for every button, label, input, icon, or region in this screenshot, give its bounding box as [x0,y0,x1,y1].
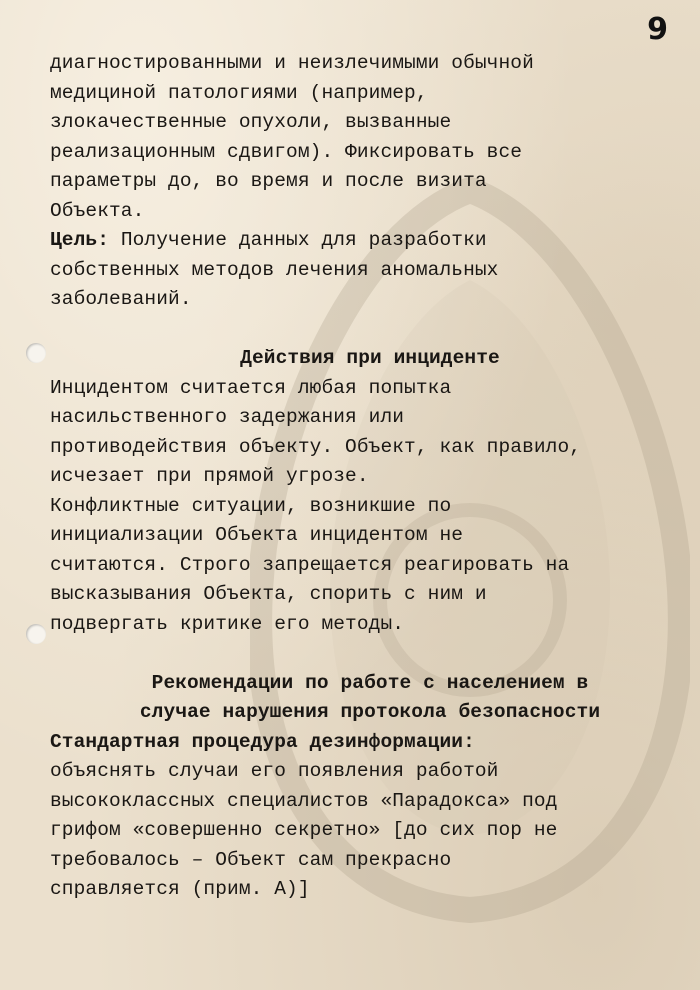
text-line: противодействия объекту. Объект, как правило, [50,435,582,458]
text-line: медициной патологиями (например, [50,81,428,104]
text-line: злокачественные опухоли, вызванные [50,111,452,133]
text-line: реализационным сдвигом). Фиксировать все [50,140,523,163]
recommendations-heading-line2: случае нарушения протокола безопасности [139,701,601,723]
spacer [50,639,690,669]
recommendations-heading-line1: Рекомендации по работе с населением в [151,671,589,694]
goal-text: Получение данных для разработки [109,229,487,251]
incident-heading: Действия при инциденте [240,347,500,369]
text-line: объяснять случаи его появления работой [50,760,499,782]
page-number: 9 [647,12,668,47]
text-line: грифом «совершенно секретно» [до сих пор не [50,819,558,841]
text-line: диагностированными и неизлечимыми обычной [50,52,534,74]
section-recommendations [50,669,690,905]
text-line: высококлассных специалистов «Парадокса» под [50,789,558,812]
text-line: собственных методов лечения аномальных [50,258,499,281]
text-line: справляется (прим. А)] [50,878,310,900]
text-line: заболеваний. [50,288,192,310]
disinformation-subheading: Стандартная процедура дезинформации: [50,730,475,753]
text-line: параметры до, во время и после визита [50,170,487,192]
text-line: насильственного задержания или [50,406,405,428]
text-line: подвергать критике его методы. [50,612,405,635]
text-line: требовалось – Объект сам прекрасно [50,848,452,871]
goal-line [50,226,690,256]
text-line: инициализации Объекта инцидентом не [50,524,464,546]
punch-hole-top [26,343,46,363]
goal-label: Цель: [50,229,110,251]
text-line: Конфликтные ситуации, возникшие по [50,494,452,517]
spacer [50,315,690,345]
punch-hole-bottom [26,624,46,644]
text-line: Объекта. [50,199,145,222]
paragraph-goal [50,226,690,315]
text-line: исчезает при прямой угрозе. [50,465,369,487]
text-line: высказывания Объекта, спорить с ним и [50,583,487,605]
section-incident [50,344,690,639]
document-text [50,49,690,905]
paragraph-intro [50,49,690,226]
text-line: считаются. Строго запрещается реагировать на [50,553,570,576]
text-line: Инцидентом считается любая попытка [50,376,452,399]
